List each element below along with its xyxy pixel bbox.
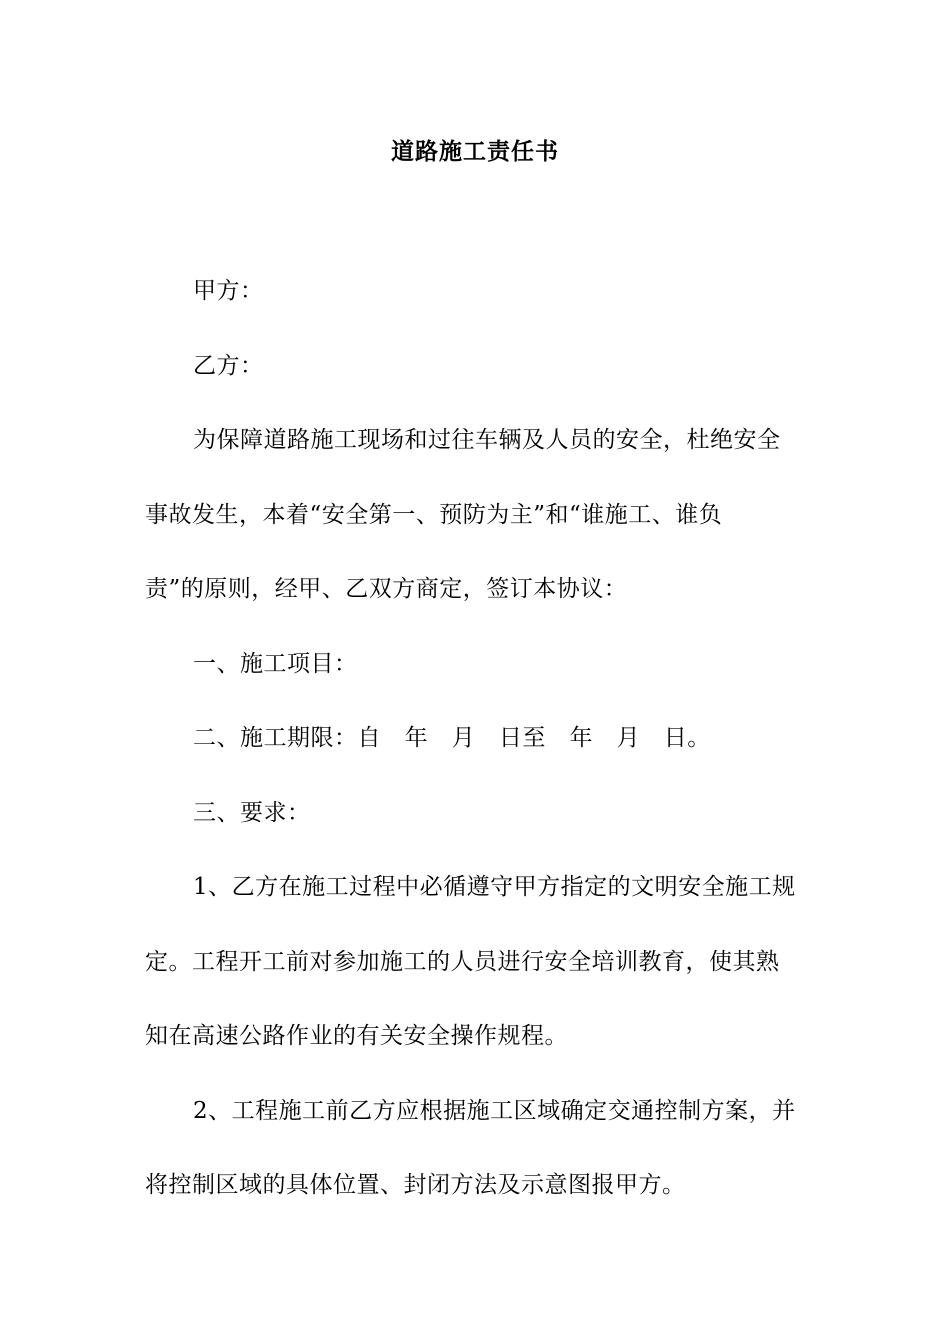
party-b-line bbox=[145, 329, 815, 404]
item-1-line: 定。工程开工前对参加施工的人员进行安全培训教育，使其熟 bbox=[145, 948, 780, 975]
item-2-line: 将控制区域的具体位置、封闭方法及示意图报甲方。 bbox=[145, 1172, 686, 1198]
item-2-paragraph bbox=[145, 1074, 815, 1223]
section-1-heading bbox=[145, 627, 815, 702]
section-3-heading bbox=[145, 776, 815, 851]
party-b-label: 乙方： bbox=[193, 352, 264, 379]
item-1-paragraph bbox=[145, 850, 815, 1074]
party-a-line bbox=[145, 254, 815, 329]
item-1-line: 1、乙方在施工过程中必循遵守甲方指定的文明安全施工规 bbox=[193, 874, 796, 900]
intro-line: 事故发生，本着“安全第一、预防为主”和“谁施工、谁负 bbox=[145, 501, 723, 528]
intro-line: 为保障道路施工现场和过往车辆及人员的安全，杜绝安全 bbox=[193, 427, 781, 453]
item-2-line: 2、工程施工前乙方应根据施工区域确定交通控制方案，并 bbox=[193, 1097, 796, 1124]
document-body bbox=[145, 254, 815, 1223]
party-a-label: 甲方： bbox=[193, 278, 264, 304]
section-2-text: 二、施工期限：自 年 月 日至 年 月 日。 bbox=[193, 725, 711, 751]
section-2-heading bbox=[145, 701, 815, 776]
intro-line: 责”的原则，经甲、乙双方商定，签订本协议： bbox=[145, 576, 628, 602]
document-title: 道路施工责任书 bbox=[391, 138, 559, 165]
section-3-text: 三、要求： bbox=[193, 799, 311, 826]
section-1-text: 一、施工项目： bbox=[193, 650, 358, 677]
intro-paragraph bbox=[145, 403, 815, 627]
item-1-line: 知在高速公路作业的有关安全操作规程。 bbox=[145, 1023, 568, 1049]
